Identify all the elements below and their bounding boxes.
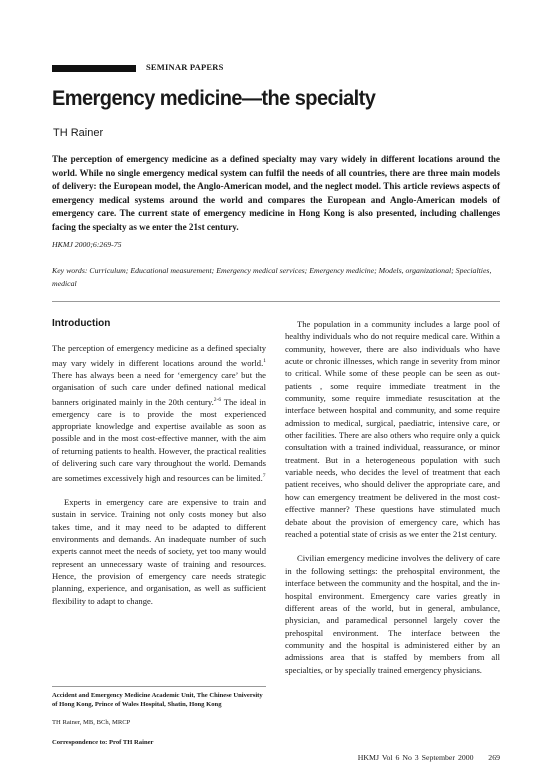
section-heading: Introduction [52,318,111,329]
reference-superscript: 2-6 [213,396,222,403]
reference-superscript: 1 [263,357,266,364]
citation: HKMJ 2000;6:269-75 [52,240,122,249]
body-paragraph-2: Civilian emergency medicine involves the delivery of care in the following settings: the prehospital environment, the interface between the community and the hospital, and the in-hospital environment. Emergency care varies greatly in different areas of the world, but in general, ambulance, physician, and paramedical personnel largely cover the prehospital environment. The interface between the community and the hospital is administered either by an admissions area that is staffed by members from all specialties, or by specially trained emergency physicians. [285,553,500,675]
reference-superscript: 7 [262,472,266,479]
affiliation-author: TH Rainer, MB, BCh, MRCP [52,719,131,726]
section-bar [52,65,136,72]
footnote-divider [52,686,266,687]
keywords: Key words: Curriculum; Educational measurement; Emergency medical services; Emergency medicine; Models, organizational; Specialties, medical [52,266,492,288]
intro-paragraph-2: Experts in emergency care are expensive to train and sustain in service. Training not only costs money but also takes time, and it may need to be adapted to different environments and demands. An inadequate number of such experts cannot meet the needs of society, yet too many would represent an unnecessary waste of training and resources. Hence, the provision of emergency care needs strategic planning, experience, and organisation, as well as sufficient flexibility to adapt to change. [52,497,266,606]
article-title: Emergency medicine—the specialty [52,86,376,110]
divider [52,301,500,302]
correspondence: Correspondence to: Prof TH Rainer [52,739,154,746]
affiliation: Accident and Emergency Medicine Academic Unit, The Chinese University of Hong Kong, Prince of Wales Hospital, Shatin, Hong Kong [52,692,263,709]
right-column [285,318,500,676]
abstract: The perception of emergency medicine as a defined specialty may vary widely in different locations around the world. While no single emergency medical system can fulfil the needs of all countries, there are three main models of delivery: the European model, the Anglo-American model, and the neglect model. This article reviews aspects of emergency medical systems around the world and compares the European and Anglo-American models of emergency care. The current state of emergency medicine in Hong Kong is also presented, including challenges facing the specialty as we enter the 21st century. [52,154,500,232]
page-number: 269 [488,753,500,762]
journal-info: HKMJ Vol 6 No 3 September 2000 [357,753,474,762]
paragraph-text: The perception of emergency medicine as a defined specialty may vary widely in different locations around the world. [52,343,266,368]
section-label: SEMINAR PAPERS [146,62,224,72]
paragraph-text: The ideal in emergency care is to provide the most experienced appropriate knowledge and expertise available as soon as possible and in the most cost-effective manner, with the aim of returning patients to health. However, the practical realities of delivering such care vary throughout the world. Demands are sometimes excessively high and resources can be limited. [52,396,266,483]
author-name: TH Rainer [53,127,104,139]
page-footer [358,753,500,762]
body-paragraph-1: The population in a community includes a large pool of healthy individuals who do not require medical care. Within a community, however, there are also individuals who have acute or chronic illnesses, which range in severity from minor to critical. While some of these people can be seen as out-patients , some require immediate treatment in the community, some require immediate resuscitation at the interface between hospital and community, and some require admission to medical, surgical, paediatric, intensive care, or other facilities. There are also others who require only a quick consultation with a trained individual, reassurance, or minor treatment. But in a heterogeneous population with such variable needs, who decides the level of treatment that each patient receives, who should deliver the appropriate care, and how can emergency treatment be delivered in the most cost-effective manner? These questions have stimulated much debate about the provision of emergency care, which has reached a potential state of crisis as we enter the 21st century. [285,319,500,539]
intro-paragraph-1 [52,342,266,483]
paragraph-text: There has always been a need for ‘emergency care’ but the organisation of such care under defined national medical banners originated mainly in the 20th century. [52,369,266,407]
left-column [52,318,266,607]
